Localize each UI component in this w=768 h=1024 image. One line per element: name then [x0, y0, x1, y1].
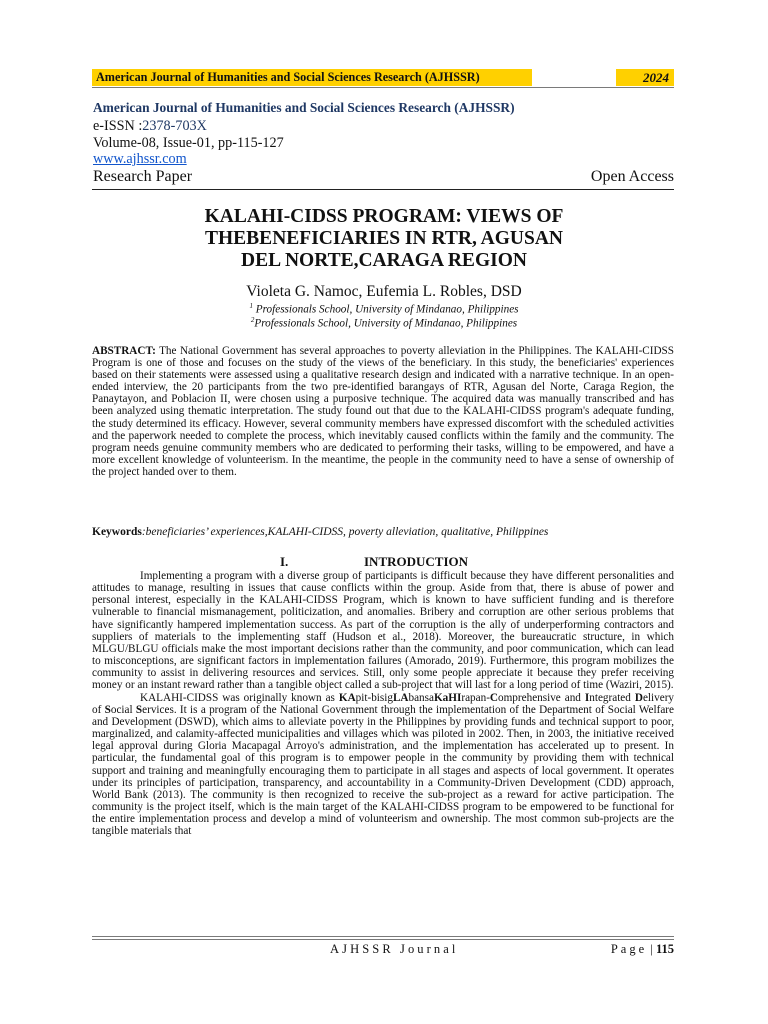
introduction-body: [92, 570, 674, 837]
p2-bold: S: [135, 703, 143, 716]
footer-journal: AJHSSR Journal: [330, 942, 459, 956]
p2-bold: KA: [338, 691, 356, 704]
p2-bold: LA: [392, 691, 409, 704]
p2-text: rapan-: [461, 691, 490, 704]
p2-text: ntegrated: [589, 691, 635, 704]
keywords-label: Keywords: [92, 526, 142, 538]
journal-website-link[interactable]: www.ajhssr.com: [93, 151, 187, 167]
title-line-1: KALAHI-CIDSS PROGRAM: VIEWS OF: [204, 206, 564, 227]
p2-text: KALAHI-CIDSS was originally known as: [140, 691, 339, 704]
keywords-text: :beneficiaries’ experiences,KALAHI-CIDSS, poverty alleviation, qualitative, Philippines: [141, 526, 549, 538]
issn-line: [93, 118, 207, 135]
p2-text: . It is a program of the National Government through the implementation of the Department of Social Welfare and Development (DSWD), which aims to alleviate poverty in the Philippines by providing funds and technical support to poor, marginalized, and calamity-affected municipalities and villages which was piloted in 2002. Then, in 2003, the initiative received legal approval during Gloria Macapagal Arroyo's administration, and the implementation has accelerated up to present. In particular, the fundamental goal of this program is to empower people in the community by providing them with technical support and training and meaningfully encouraging them to participate in all stages and aspects of local government. It operates under its principles of participation, transparency, and accountability in a Community-Driven Development (CDD) approach, World Bank (2013). The community is then recognized to receive the sub-project as a reward for active participation. The community is the project itself, which is the main target of the KALAHI-CIDSS program to be empowered to be functional for the entire implementation process and develop a mind of volunteerism and ownership. The most common sub-projects are the tangible materials that: [92, 703, 674, 838]
footer-page: [611, 942, 674, 957]
affiliation-1-text: Professionals School, University of Mindanao, Philippines: [252, 303, 519, 316]
affiliation-1-marker: 1: [249, 302, 253, 310]
p2-bold: S: [104, 703, 111, 716]
abstract-text: The National Government has several approaches to poverty alleviation in the Philippines. The KALAHI-CIDSS Program is one of those and focuses on the study of the views of the beneficiary. In this study, the beneficiaries' experiences based on their statements were assessed using a qualitative research design and indicated with a narrative technique. In an open-ended interview, the 20 participants from the two pre-identified barangays of RTR, Agusan del Norte, Caraga Region, the Panaytayon, and Poblacion II, were chosen using a purposive technique. The acquired data was manually transcribed and has been analyzed using thematic interpretation. The study found out that due to the KALAHI-CIDSS program's adequate funding, the study determined its efficacy. However, several community members have expressed discomfort with the scheduled activities and the paperwork needed to complete the process, which inevitably caused conflicts within the family and the community. The program needs genuine community members who are dedicated to performing their tasks, willing to be empowered, and have a more excellent knowledge of volunteerism. In the meantime, the people in the community need to have a sense of ownership of the project handed over to them.: [92, 345, 674, 478]
article-title: [150, 206, 618, 272]
p2-text: ervices: [142, 703, 174, 716]
affiliation-2-marker: 2: [250, 316, 255, 324]
running-header: [92, 69, 674, 86]
abstract-label: ABSTRACT:: [92, 345, 156, 357]
footer-rule: [92, 936, 674, 937]
affiliation-1: [150, 302, 618, 316]
affiliation-2-text: Professionals School, University of Mindanao, Philippines: [254, 317, 518, 330]
footer-rule-inner: [92, 939, 674, 940]
paper-type-row: [92, 167, 674, 189]
p2-text: omprehensive and: [498, 691, 585, 704]
paper-type: Research Paper: [93, 168, 193, 185]
volume-line: Volume-08, Issue-01, pp-115-127: [93, 135, 284, 151]
section-heading: [92, 554, 674, 570]
p2-text: pit-bisig: [355, 691, 393, 704]
paragraph-2: [92, 692, 674, 838]
footer-separator: |: [647, 942, 656, 956]
running-header-year: 2024: [616, 69, 674, 86]
title-line-3: DEL NORTE,CARAGA REGION: [241, 250, 527, 271]
header-rule: [92, 87, 674, 88]
issn-label: e-ISSN :: [93, 118, 143, 134]
keywords: [92, 526, 674, 538]
journal-name: American Journal of Humanities and Social Sciences Research (AJHSSR): [93, 100, 515, 115]
access-type: Open Access: [590, 168, 674, 185]
affiliation-2: [150, 316, 618, 330]
p2-text: bansa: [408, 691, 434, 704]
section-title: INTRODUCTION: [364, 554, 469, 569]
page-number: 115: [655, 942, 674, 956]
abstract: [92, 345, 674, 478]
p2-text: elivery of: [92, 691, 675, 716]
p2-text: ocial: [110, 703, 136, 716]
issn-value: 2378-703X: [142, 118, 207, 134]
p2-bold: HI: [448, 691, 462, 704]
p2-bold: I: [584, 691, 590, 704]
running-header-journal: American Journal of Humanities and Social Sciences Research (AJHSSR): [92, 69, 532, 86]
p2-bold: Ka: [433, 691, 449, 704]
p2-bold: C: [489, 691, 499, 704]
section-number: I.: [280, 554, 289, 569]
p2-bold: D: [634, 691, 643, 704]
masthead-rule: [92, 189, 674, 190]
title-line-2: THEBENEFICIARIES IN RTR, AGUSAN: [205, 228, 563, 249]
authors: Violeta G. Namoc, Eufemia L. Robles, DSD: [246, 283, 522, 300]
paragraph-1: Implementing a program with a diverse group of participants is difficult because they have different personalities and attitudes to manage, resulting in issues that cause conflicts within the group. Aside from that, there is abuse of power and personal interest, especially in the KALAHI-CIDSS Program, which is known to have sufficient funding and is therefore vulnerable to financial mismanagement, politicization, and anomalies. Bribery and corruption are other serious problems that have significantly hampered implementation success. As part of the corruption is the ally of underperforming contractors and suppliers of materials to the implementing staff (Hudson et al., 2018). Moreover, the bureaucratic structure, in which MLGU/BLGU officials make the most important decisions rather than the community, and poor communication, which can lead to misconceptions, are significant factors in implementation failures (Amorado, 2019). Furthermore, this program mobilizes the community to assist in delivering resources and services. Still, only some people appreciate it because they prefer receiving money or an instant reward rather than a tangible object called a sub-project that will last for a long period of time (Waziri, 2015).: [92, 570, 674, 692]
footer-page-label: Page: [610, 942, 648, 956]
